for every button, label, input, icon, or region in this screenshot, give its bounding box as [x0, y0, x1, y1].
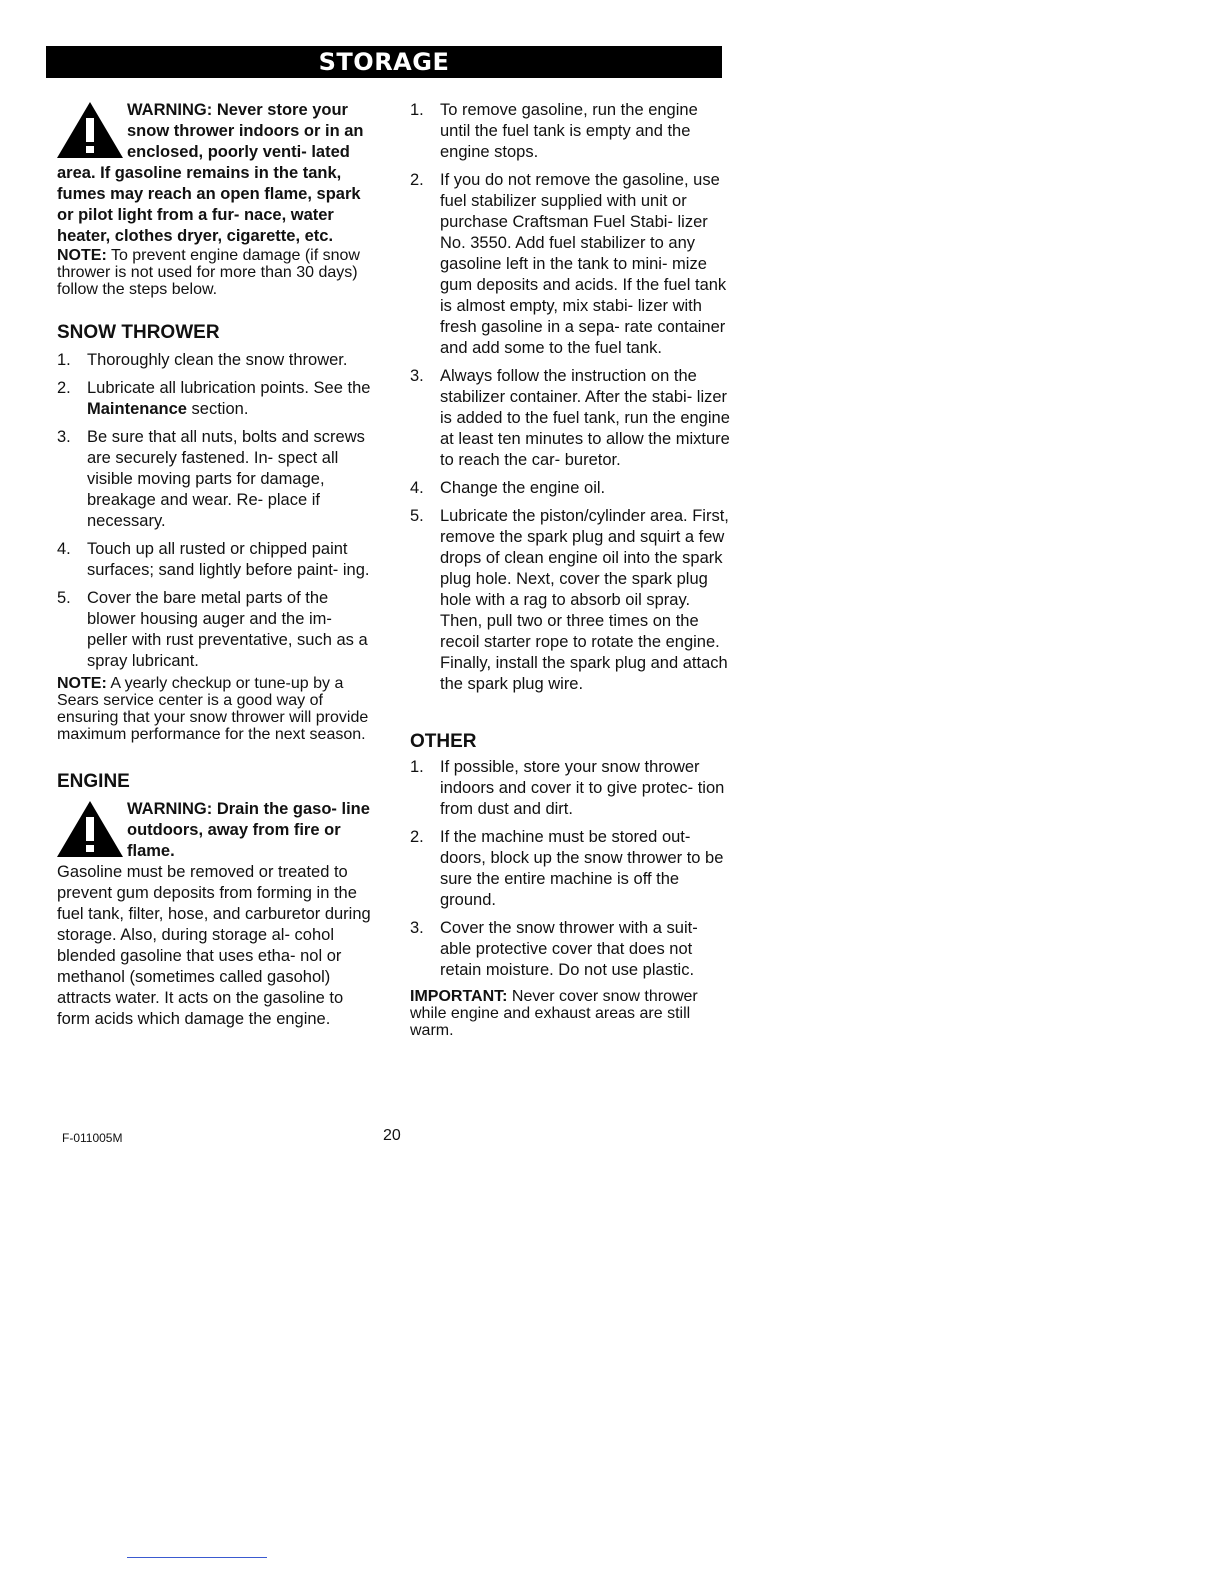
important-note	[410, 988, 732, 1039]
warning-text-2: WARNING: Drain the gaso- line outdoors, away from fire or flame.	[127, 800, 370, 860]
note-text: A yearly checkup or tune-up by a Sears service center is a good way of ensuring that your snow thrower will provide maximum performance for the next season.	[57, 675, 369, 743]
document-code: F-011005M	[62, 1131, 123, 1145]
list-item	[410, 478, 732, 499]
item-number: 4.	[410, 479, 424, 497]
list-item	[410, 100, 732, 163]
left-column	[57, 100, 375, 1030]
important-label: IMPORTANT:	[410, 988, 508, 1005]
right-column	[410, 100, 732, 1039]
warning-storage	[57, 100, 375, 247]
list-item	[57, 427, 375, 532]
item-number: 5.	[57, 589, 71, 607]
other-list	[410, 757, 732, 981]
item-text: If the machine must be stored out- doors, block up the snow thrower to be sure the entire machine is off the ground.	[440, 828, 724, 909]
item-text: To remove gasoline, run the engine until the fuel tank is empty and the engine stops.	[440, 101, 698, 161]
warning-triangle-icon	[55, 100, 125, 160]
note-engine-damage	[57, 247, 375, 298]
warning-triangle-icon	[55, 799, 125, 859]
item-text: Cover the bare metal parts of the blower housing auger and the im- peller with rust preventative, such as a spray lubricant.	[87, 589, 368, 670]
item-number: 2.	[410, 171, 424, 189]
item-text: Change the engine oil.	[440, 479, 606, 497]
warning-text-1b: lated area. If gasoline remains in the tank, fumes may reach an open flame, spark or pilot light from a fur- nace, water heater, clothes dryer, cigarette, etc.	[57, 143, 361, 245]
item-number: 1.	[57, 351, 71, 369]
list-item	[57, 588, 375, 672]
item-text: Cover the snow thrower with a suit- able protective cover that does not retain moisture. Do not use plastic.	[440, 919, 698, 979]
item-text: Be sure that all nuts, bolts and screws are securely fastened. In- spect all visible moving parts for damage, breakage and wear. Re- place if necessary.	[87, 428, 365, 530]
engine-paragraph: Gasoline must be removed or treated to prevent gum deposits from forming in the fuel tank, filter, hose, and carburetor during storage. Also, during storage al- cohol blended gasoline that uses etha- nol or methanol (sometimes called gasohol) attracts water. It acts on the gasoline to form acids which damage the engine.	[57, 863, 371, 1028]
list-item	[410, 506, 732, 695]
item-number: 2.	[410, 828, 424, 846]
engine-steps-list	[410, 100, 732, 695]
heading-engine: ENGINE	[57, 771, 130, 792]
item-number: 2.	[57, 379, 71, 397]
list-item	[410, 366, 732, 471]
item-text: Thoroughly clean the snow thrower.	[87, 351, 348, 369]
item-text: Lubricate the piston/cylinder area. First, remove the spark plug and squirt a few drops of clean engine oil into the spark plug hole. Next, cover the spark plug hole with a rag to absorb oil spray. Then, pull two or three times on the recoil starter rope to rotate the engine. Finally, install the spark plug and attach the spark plug wire.	[440, 507, 729, 693]
item-number: 3.	[410, 367, 424, 385]
item-text: Touch up all rusted or chipped paint surfaces; sand lightly before paint- ing.	[87, 540, 370, 579]
item-text: Always follow the instruction on the stabilizer container. After the stabi- lizer is added to the fuel tank, run the engine at least ten minutes to allow the mixture to reach the car- buretor.	[440, 367, 730, 469]
divider-line	[127, 1557, 267, 1558]
page-number: 20	[383, 1127, 401, 1144]
list-item	[57, 378, 375, 420]
note-yearly-checkup	[57, 675, 375, 743]
important-text: Never cover snow thrower while engine and exhaust areas are still warm.	[410, 988, 698, 1039]
list-item	[57, 539, 375, 581]
item-text: If possible, store your snow thrower indoors and cover it to give protec- tion from dust and dirt.	[440, 758, 725, 818]
list-item	[410, 170, 732, 359]
item-number: 5.	[410, 507, 424, 525]
section-banner: STORAGE	[46, 46, 722, 78]
note-label: NOTE:	[57, 675, 107, 692]
item-number: 3.	[410, 919, 424, 937]
item-text: section.	[186, 400, 249, 418]
list-item	[57, 350, 375, 371]
heading-snow-thrower: SNOW THROWER	[57, 322, 220, 343]
snow-thrower-list	[57, 350, 375, 672]
list-item	[410, 757, 732, 820]
item-number: 1.	[410, 758, 424, 776]
list-item	[410, 827, 732, 911]
item-number: 3.	[57, 428, 71, 446]
item-bold-ref: Maintenance	[87, 400, 187, 418]
item-number: 1.	[410, 101, 424, 119]
warning-drain	[57, 799, 375, 862]
note-text: To prevent engine damage (if snow thrower is not used for more than 30 days) follow the steps below.	[57, 247, 360, 298]
item-text: If you do not remove the gasoline, use fuel stabilizer supplied with unit or purchase Craftsman Fuel Stabi- lizer No. 3550. Add fuel stabilizer to any gasoline left in the tank to mini- mize gum deposits and acids. If the fuel tank is almost empty, mix stabi- lizer with fresh gasoline in a sepa- rate container and add some to the fuel tank.	[440, 171, 727, 357]
note-label: NOTE:	[57, 247, 107, 264]
heading-other: OTHER	[410, 731, 477, 752]
warning-text-1a: WARNING: Never store your snow thrower indoors or in an enclosed, poorly venti-	[127, 101, 364, 161]
list-item	[410, 918, 732, 981]
item-text: Lubricate all lubrication points. See the	[87, 379, 371, 397]
item-number: 4.	[57, 540, 71, 558]
